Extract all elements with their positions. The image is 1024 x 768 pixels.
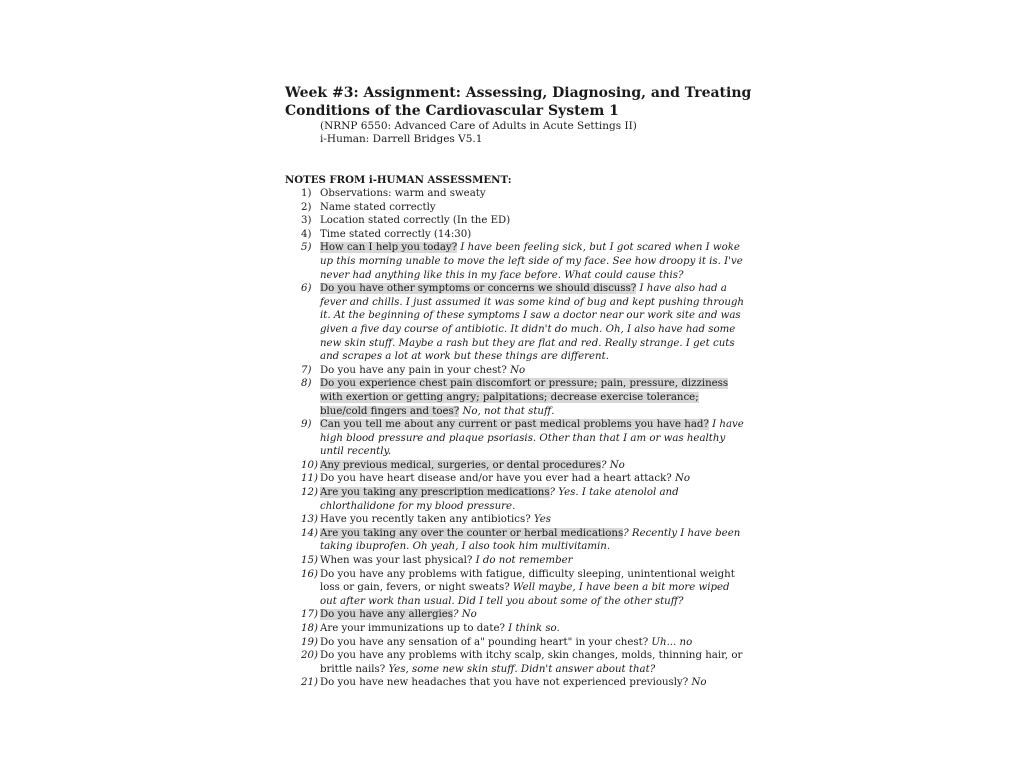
note-question: Are your immunizations up to date?: [320, 623, 505, 634]
note-number: 19): [301, 636, 318, 648]
note-answer: ? Recently I have been taking ibuprofen. Oh yeah, I also took him multivitamin.: [320, 527, 741, 553]
note-answer: I have high blood pressure and plaque psoriasis. Other than that I am or was healthy until recently.: [320, 419, 744, 458]
note-number: 9): [301, 419, 312, 431]
note-item: [285, 214, 745, 228]
note-item: [285, 472, 745, 486]
note-number: 20): [301, 650, 318, 662]
note-answer: No: [506, 364, 526, 376]
note-answer: Well maybe, I have been a bit more wiped out after work than usual. Did I tell you about some of the other stuff?: [320, 582, 730, 607]
note-answer: No: [671, 473, 690, 485]
course-line: (NRNP 6550: Advanced Care of Adults in Acute Settings II): [320, 120, 637, 132]
note-answer: ? No: [601, 459, 625, 471]
note-number: 11): [301, 473, 318, 485]
note-number: 14): [301, 527, 318, 539]
note-question: Can you tell me about any current or past medical problems you have had?: [320, 419, 709, 431]
note-question: Do you have heart disease and/or have you ever had a heart attack?: [320, 473, 672, 485]
note-answer: ? No: [453, 609, 477, 621]
note-item: [285, 622, 745, 636]
note-number: 7): [301, 364, 312, 376]
note-number: 15): [301, 555, 318, 567]
notes-heading: NOTES FROM i-HUMAN ASSESSMENT:: [285, 174, 512, 186]
note-item: [285, 636, 745, 650]
note-number: 12): [301, 487, 318, 499]
note-item: [285, 676, 745, 690]
note-question: Are you taking any prescription medications: [320, 487, 550, 499]
note-answer: I have been feeling sick, but I got scared when I woke up this morning unable to move the left side of my face. See how droopy it is. I've never had anything like this in my face before. What could cause this?: [320, 242, 743, 281]
note-question: Any previous medical, surgeries, or dental procedures: [320, 459, 602, 471]
note-question: When was your last physical?: [320, 555, 473, 567]
note-item: [285, 527, 745, 554]
note-question: Do you experience chest pain discomfort or pressure; pain, pressure, dizziness with exertion or getting angry; palpitations; decrease exercise tolerance; blue/cold fingers and toes?: [320, 378, 729, 417]
note-number: 3): [301, 215, 312, 227]
note-item: [285, 568, 745, 609]
note-item: [285, 201, 745, 215]
note-number: 18): [301, 623, 318, 634]
note-answer: No: [688, 677, 707, 689]
note-number: 21): [301, 677, 318, 689]
note-question: How can I help you today?: [320, 242, 458, 254]
case-line: i-Human: Darrell Bridges V5.1: [320, 133, 483, 145]
note-question: Are you taking any over the counter or herbal medications: [320, 527, 624, 539]
note-answer: I have also had a fever and chills. I just assumed it was some kind of bug and kept pushing through it. At the beginning of these symptoms I saw a doctor near our work site and was given a five day course of antibiotic. It didn't do much. Oh, I also have had some new skin stuff. Maybe a rash but they are flat and red. Really strange. I get cuts and scrapes a lot at work but these things are different.: [320, 283, 744, 363]
note-number: 17): [301, 609, 318, 621]
note-number: 8): [301, 378, 312, 390]
note-item: [285, 649, 745, 676]
document-subtitle: [320, 120, 745, 146]
note-question: Do you have other symptoms or concerns we should discuss?: [320, 283, 637, 295]
note-answer: I think so.: [504, 623, 560, 634]
note-item: [285, 241, 745, 282]
note-answer: Yes: [530, 514, 551, 526]
note-answer: Yes, some new skin stuff. Didn't answer about that?: [385, 663, 656, 675]
note-question: Time stated correctly (14:30): [320, 228, 472, 240]
note-item: [285, 459, 745, 473]
note-item: [285, 364, 745, 378]
note-item: [285, 377, 745, 418]
note-question: Do you have any problems with itchy scalp, skin changes, molds, thinning hair, or brittle nails?: [320, 650, 743, 675]
note-item: [285, 608, 745, 622]
document-title: [285, 84, 752, 120]
note-question: Do you have any sensation of a" pounding heart" in your chest?: [320, 636, 649, 648]
note-question: Location stated correctly (In the ED): [320, 215, 511, 227]
note-number: 16): [301, 568, 318, 580]
note-item: [285, 486, 745, 513]
note-question: Do you have any pain in your chest?: [320, 364, 507, 376]
note-number: 1): [301, 188, 312, 199]
document-page: [285, 84, 752, 690]
note-item: [285, 513, 745, 527]
note-number: 2): [301, 201, 312, 213]
note-number: 10): [301, 459, 318, 471]
note-answer: No, not that stuff.: [459, 405, 555, 417]
note-item: [285, 282, 745, 364]
title-line-2: Conditions of the Cardiovascular System 1: [285, 103, 619, 119]
title-line-1: Week #3: Assignment: Assessing, Diagnosing, and Treating: [285, 85, 752, 101]
note-number: 4): [301, 228, 312, 240]
note-item: [285, 228, 745, 242]
note-answer: ? Yes. I take atenolol and chlorthalidone for my blood pressure.: [320, 487, 679, 512]
notes-list: [285, 187, 745, 690]
note-question: Do you have new headaches that you have not experienced previously?: [320, 677, 689, 689]
note-question: Do you have any allergies: [320, 609, 454, 621]
note-answer: Uh... no: [648, 636, 693, 648]
note-question: Name stated correctly: [320, 201, 436, 213]
note-item: [285, 554, 745, 568]
note-number: 5): [301, 242, 312, 254]
note-number: 6): [301, 283, 312, 295]
note-question: Do you have any problems with fatigue, difficulty sleeping, unintentional weight loss or gain, fevers, or night sweats?: [320, 568, 735, 594]
note-question: Observations: warm and sweaty: [320, 188, 486, 199]
note-item: [285, 187, 745, 201]
note-answer: I do not remember: [472, 555, 573, 567]
note-item: [285, 418, 745, 459]
note-number: 13): [301, 514, 318, 526]
note-question: Have you recently taken any antibiotics?: [320, 514, 531, 526]
